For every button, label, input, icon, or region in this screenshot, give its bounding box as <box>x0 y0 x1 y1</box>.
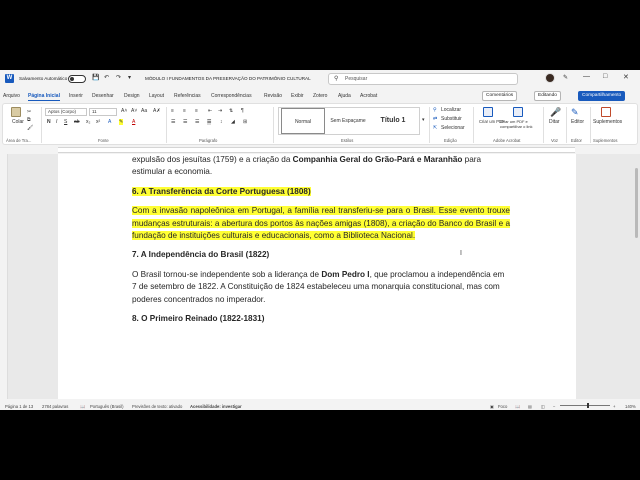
editor-label[interactable]: Editor <box>571 119 585 125</box>
find-icon[interactable]: ⚲ <box>433 107 437 113</box>
dictate-label[interactable]: Ditar <box>549 119 560 125</box>
multilevel-list-icon[interactable]: ≡ <box>195 108 198 114</box>
strikethrough-icon[interactable]: ab <box>74 119 80 125</box>
save-icon[interactable]: 💾 <box>92 75 100 81</box>
tab-desenhar[interactable]: Desenhar <box>92 93 114 99</box>
sort-icon[interactable]: ⇅ <box>229 108 234 114</box>
font-color-icon[interactable]: A <box>132 119 136 125</box>
increase-indent-icon[interactable]: ⇥ <box>218 108 223 114</box>
heading-section-6: 6. A Transferência da Corte Portuguesa (1808) <box>132 186 311 196</box>
style-no-spacing[interactable]: Sem Espaçame <box>330 118 366 124</box>
status-bar <box>0 401 640 410</box>
document-title[interactable]: MÓDULO I FUNDAMENTOS DA PRESERVAÇÃO DO PATRIMÔNIO CULTURAL <box>145 76 311 81</box>
tab-correspondencias[interactable]: Correspondências <box>211 93 252 99</box>
paragraph-group-label: Parágrafo <box>199 138 218 143</box>
word-count[interactable]: 2784 palavras <box>42 403 69 409</box>
styles-more-icon[interactable]: ▾ <box>422 117 425 123</box>
accessibility-status[interactable]: Acessibilidade: investigar <box>190 403 242 409</box>
bullets-icon[interactable]: ≡ <box>171 108 174 114</box>
create-share-pdf-label[interactable]: Criar um PDF e compartilhar o link <box>500 119 533 129</box>
zoom-level[interactable]: 140% <box>625 403 636 409</box>
align-right-icon[interactable]: ☰ <box>195 119 200 125</box>
vertical-ruler[interactable] <box>0 154 8 399</box>
horizontal-ruler[interactable] <box>0 146 640 154</box>
document-body[interactable] <box>132 154 510 332</box>
i-beam-cursor-icon: I <box>460 250 462 257</box>
focus-label[interactable]: Foco <box>498 403 508 409</box>
document-page[interactable] <box>58 154 576 399</box>
proofing-icon[interactable]: 📖 <box>80 403 86 409</box>
tab-exibir[interactable]: Exibir <box>291 93 304 99</box>
tab-design[interactable]: Design <box>124 93 140 99</box>
print-layout-icon[interactable]: ▤ <box>528 403 532 409</box>
word-window <box>0 70 640 410</box>
paragraph-section-6: Com a invasão napoleônica em Portugal, a família real transferiu-se para o Brasil. Esse evento trouxe mudanças estruturais: a abertura dos portos às nações amigas (1808), a criação do Banco do Brasil e a fundação de instituições culturais e educacionais, como a Biblioteca Nacional. <box>132 206 510 241</box>
scrollbar-thumb[interactable] <box>635 168 638 238</box>
ribbon-tabs <box>0 91 640 101</box>
tab-arquivo[interactable]: Arquivo <box>3 93 20 99</box>
paragraph-5-tail: expulsão dos jesuítas (1759) e a criação da Companhia Geral do Grão-Pará e Maranhão para estimular a economia. <box>132 155 482 177</box>
subscript-icon[interactable]: x₂ <box>86 119 91 125</box>
superscript-icon[interactable]: x² <box>96 119 101 125</box>
text-effects-icon[interactable]: A <box>108 119 112 125</box>
tab-inserir[interactable]: Inserir <box>69 93 83 99</box>
tab-revisao[interactable]: Revisão <box>264 93 283 99</box>
share-button[interactable]: Compartilhamento <box>578 91 625 101</box>
dictate-icon[interactable]: 🎤 <box>550 107 562 117</box>
tab-acrobat[interactable]: Acrobat <box>360 93 378 99</box>
grow-font-icon[interactable]: A˄ <box>121 108 128 114</box>
web-layout-icon[interactable]: ◫ <box>541 403 545 409</box>
paste-icon[interactable] <box>11 107 21 117</box>
search-icon: ⚲ <box>334 75 339 82</box>
document-canvas <box>8 154 640 399</box>
redo-icon[interactable]: ↷ <box>116 75 122 81</box>
style-normal[interactable]: Normal <box>281 108 325 134</box>
find-label[interactable]: Localizar <box>441 107 462 113</box>
autosave-label: Salvamento Automático <box>19 76 68 81</box>
heading-section-8: 8. O Primeiro Reinado (1822-1831) <box>132 314 265 324</box>
replace-label[interactable]: Substituir <box>441 116 462 122</box>
user-avatar[interactable] <box>545 73 555 83</box>
font-name-combo[interactable]: Aptos (Corpo) <box>45 108 87 116</box>
vertical-scrollbar[interactable] <box>635 158 638 393</box>
create-pdf-icon[interactable] <box>483 107 493 117</box>
select-icon[interactable]: ⇱ <box>433 125 438 131</box>
tab-zotero[interactable]: Zotero <box>313 93 328 99</box>
font-group-label: Fonte <box>98 138 109 143</box>
tab-ajuda[interactable]: Ajuda <box>338 93 351 99</box>
borders-icon[interactable]: ⊞ <box>243 119 248 125</box>
clear-format-icon[interactable]: A✗ <box>153 108 161 114</box>
zoom-slider[interactable] <box>560 405 610 406</box>
editing-mode-button[interactable]: Editando <box>534 91 561 101</box>
addins-label[interactable]: Suplementos <box>593 119 623 125</box>
adobe-group-label: Adobe Acrobat <box>493 138 521 143</box>
autosave-toggle[interactable] <box>68 75 86 83</box>
customize-toolbar-icon[interactable]: ▾ <box>128 75 132 81</box>
tab-referencias[interactable]: Referências <box>174 93 201 99</box>
styles-gallery <box>278 107 420 135</box>
page-count[interactable]: Página 1 de 13 <box>5 403 34 409</box>
align-left-icon[interactable]: ☰ <box>171 119 176 125</box>
title-bar <box>0 70 640 87</box>
justify-icon[interactable]: ☰ <box>207 119 212 125</box>
minimize-icon[interactable]: — <box>583 73 590 80</box>
paragraph-section-7: O Brasil tornou-se independente sob a liderança de Dom Pedro I, que proclamou a independência em 7 de setembro de 1822. A Constituição de 1824 estabeleceu uma monarquia constitucional, mas com poderes concentrados no imperador. <box>132 269 505 304</box>
read-mode-icon[interactable]: 📖 <box>515 403 521 409</box>
editor-group-label: Editor <box>571 138 582 143</box>
word-app-icon: W <box>6 75 13 81</box>
paste-label[interactable]: Colar <box>12 119 24 125</box>
addins-icon[interactable] <box>601 107 611 117</box>
undo-icon[interactable]: ↶ <box>104 75 110 81</box>
shrink-font-icon[interactable]: A˅ <box>131 108 138 114</box>
italic-icon[interactable]: I <box>56 119 58 125</box>
focus-icon[interactable]: ▣ <box>490 403 494 409</box>
create-pdf-label[interactable]: Criar um PDF <box>479 119 505 124</box>
zoom-slider-thumb[interactable] <box>587 403 589 408</box>
ribbon <box>2 103 638 145</box>
editing-group-label: Edição <box>444 138 457 143</box>
numbering-icon[interactable]: ≡ <box>183 108 186 114</box>
search-input[interactable] <box>328 73 518 85</box>
maximize-icon[interactable]: □ <box>603 73 608 80</box>
text-predictions-status[interactable]: Previsões de texto: ativado <box>132 403 183 409</box>
select-label[interactable]: Selecionar <box>441 125 465 131</box>
tab-pagina-inicial[interactable]: Página Inicial <box>28 93 60 99</box>
search-placeholder: Pesquisar <box>345 76 368 82</box>
format-painter-icon[interactable]: 🖌 <box>27 125 34 131</box>
language-status[interactable]: Português (Brasil) <box>90 403 124 409</box>
highlight-icon[interactable]: ✎ <box>119 119 124 125</box>
voice-group-label: Voz <box>551 138 558 143</box>
styles-group-label: Estilos <box>341 138 354 143</box>
change-case-icon[interactable]: Aa <box>141 108 148 114</box>
underline-icon[interactable]: S <box>64 119 68 125</box>
line-spacing-icon[interactable]: ↕ <box>220 119 223 125</box>
copy-icon[interactable]: ⧉ <box>27 117 31 123</box>
font-size-combo[interactable]: 11 <box>89 108 117 116</box>
heading-section-7: 7. A Independência do Brasil (1822) <box>132 250 270 260</box>
zoom-out-icon[interactable]: − <box>553 403 556 409</box>
tab-layout[interactable]: Layout <box>149 93 165 99</box>
bold-icon[interactable]: N <box>47 119 51 125</box>
show-marks-icon[interactable]: ¶ <box>241 108 244 114</box>
align-center-icon[interactable]: ☰ <box>183 119 188 125</box>
decrease-indent-icon[interactable]: ⇤ <box>208 108 213 114</box>
style-heading-1[interactable]: Título 1 <box>380 117 406 124</box>
zoom-in-icon[interactable]: + <box>613 403 616 409</box>
close-icon[interactable]: ✕ <box>623 74 629 81</box>
addins-group-label: Suplementos <box>593 138 618 143</box>
comments-button[interactable]: Comentários <box>482 91 517 101</box>
editor-icon[interactable]: ✎ <box>571 107 579 117</box>
create-share-pdf-icon[interactable] <box>513 107 523 117</box>
clipboard-group-label: Área de Tra... <box>6 138 32 143</box>
shading-icon[interactable]: ◢ <box>231 119 235 125</box>
pen-icon[interactable]: ✎ <box>563 75 569 81</box>
replace-icon[interactable]: ⇄ <box>433 116 438 122</box>
cut-icon[interactable]: ✂ <box>27 109 32 115</box>
